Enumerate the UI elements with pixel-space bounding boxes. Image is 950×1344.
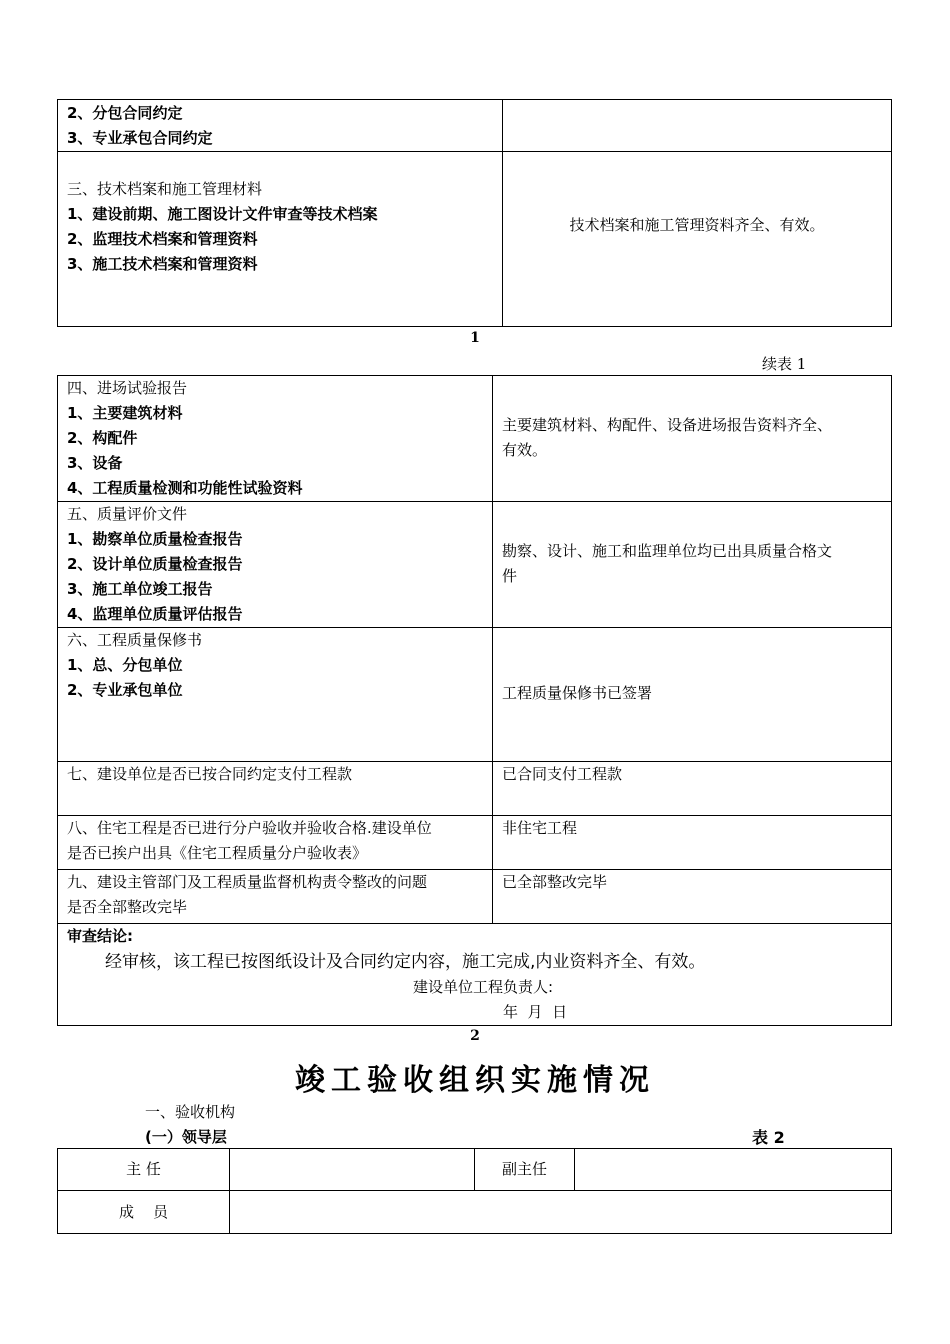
right-cell [493,762,892,816]
conclusion-label: 审查结论: [67,927,133,945]
list-item: 4、工程质量检测和功能性试验资料 [67,479,303,497]
right-cell [493,816,892,870]
list-item: 1、建设前期、施工图设计文件审查等技术档案 [67,205,378,223]
left-cell [58,376,493,502]
conclusion-row [58,924,892,1026]
table-row [58,1149,892,1191]
assessment-text: 非住宅工程 [502,819,578,837]
list-item: 2、设计单位质量检查报告 [67,555,243,573]
assessment-text: 工程质量保修书已签署 [502,684,653,702]
list-item: 2、监理技术档案和管理资料 [67,230,258,248]
section-heading: 五、质量评价文件 [67,505,188,523]
page-title: 竣工验收组织实施情况 [295,1063,655,1098]
conclusion-text: 经审核，该工程已按图纸设计及合同约定内容，施工完成,内业资料齐全、有效。 [105,952,706,972]
deputy-label: 副主任 [475,1149,575,1191]
section-heading: 六、工程质量保修书 [67,631,203,649]
table-label: 表 2 [752,1128,785,1147]
archive-table [57,99,892,327]
review-table [57,375,892,1026]
section-heading: 三、技术档案和施工管理材料 [67,180,263,198]
table-row [58,502,892,628]
list-item: 1、主要建筑材料 [67,404,183,422]
continued-label: 续表 1 [762,355,807,373]
list-item: 2、构配件 [67,429,138,447]
section-heading: 八、住宅工程是否已进行分户验收并验收合格.建设单位 [67,819,432,837]
date-label: 年 月 日 [503,1003,568,1021]
page-number: 1 [470,330,480,346]
assessment-text: 已全部整改完毕 [502,873,608,891]
table-row [58,100,892,152]
list-item: 2、分包合同约定 [67,104,183,122]
left-cell [58,762,493,816]
section-heading: 九、建设主管部门及工程质量监督机构责令整改的问题 [67,873,428,891]
director-value [230,1149,475,1191]
left-cell [58,870,493,924]
right-cell [493,870,892,924]
subheading: 一、验收机构 [145,1103,236,1121]
subsubheading: (一）领导层 [145,1128,227,1146]
table-row [58,628,892,762]
table-row [58,152,892,327]
signer-label: 建设单位工程负责人: [413,978,554,996]
conclusion-cell [58,924,892,1026]
assessment-text: 技术档案和施工管理资料齐全、有效。 [569,215,825,234]
section-heading: 七、建设单位是否已按合同约定支付工程款 [67,765,353,783]
table-row [58,870,892,924]
table-row [58,1191,892,1234]
table-row [58,376,892,502]
assessment-text: 件 [502,567,518,585]
left-cell [58,628,493,762]
left-cell [58,100,503,152]
section-heading: 是否全部整改完毕 [67,898,188,916]
left-cell [58,502,493,628]
right-cell [493,376,892,502]
director-label: 主 任 [58,1149,230,1191]
table-row [58,816,892,870]
page-number: 2 [470,1028,480,1044]
left-cell [58,816,493,870]
assessment-text: 主要建筑材料、构配件、设备进场报告资料齐全、 [502,416,833,434]
list-item: 4、监理单位质量评估报告 [67,605,243,623]
right-cell [493,502,892,628]
assessment-text: 已合同支付工程款 [502,765,623,783]
members-value [230,1191,892,1234]
section-heading: 四、进场试验报告 [67,379,188,397]
leadership-table [57,1148,892,1234]
assessment-text: 有效。 [502,441,548,459]
table-row [58,762,892,816]
left-cell [58,152,503,327]
list-item: 3、施工技术档案和管理资料 [67,255,258,273]
list-item: 3、设备 [67,454,123,472]
right-cell [503,152,892,327]
section-heading: 是否已挨户出具《住宅工程质量分户验收表》 [67,844,368,862]
list-item: 1、总、分包单位 [67,656,183,674]
list-item: 1、勘察单位质量检查报告 [67,530,243,548]
assessment-text: 勘察、设计、施工和监理单位均已出具质量合格文 [502,542,833,560]
list-item: 3、专业承包合同约定 [67,129,213,147]
deputy-value [575,1149,892,1191]
right-cell [493,628,892,762]
list-item: 3、施工单位竣工报告 [67,580,213,598]
list-item: 2、专业承包单位 [67,681,183,699]
members-label: 成 员 [58,1191,230,1234]
right-cell [503,100,892,152]
